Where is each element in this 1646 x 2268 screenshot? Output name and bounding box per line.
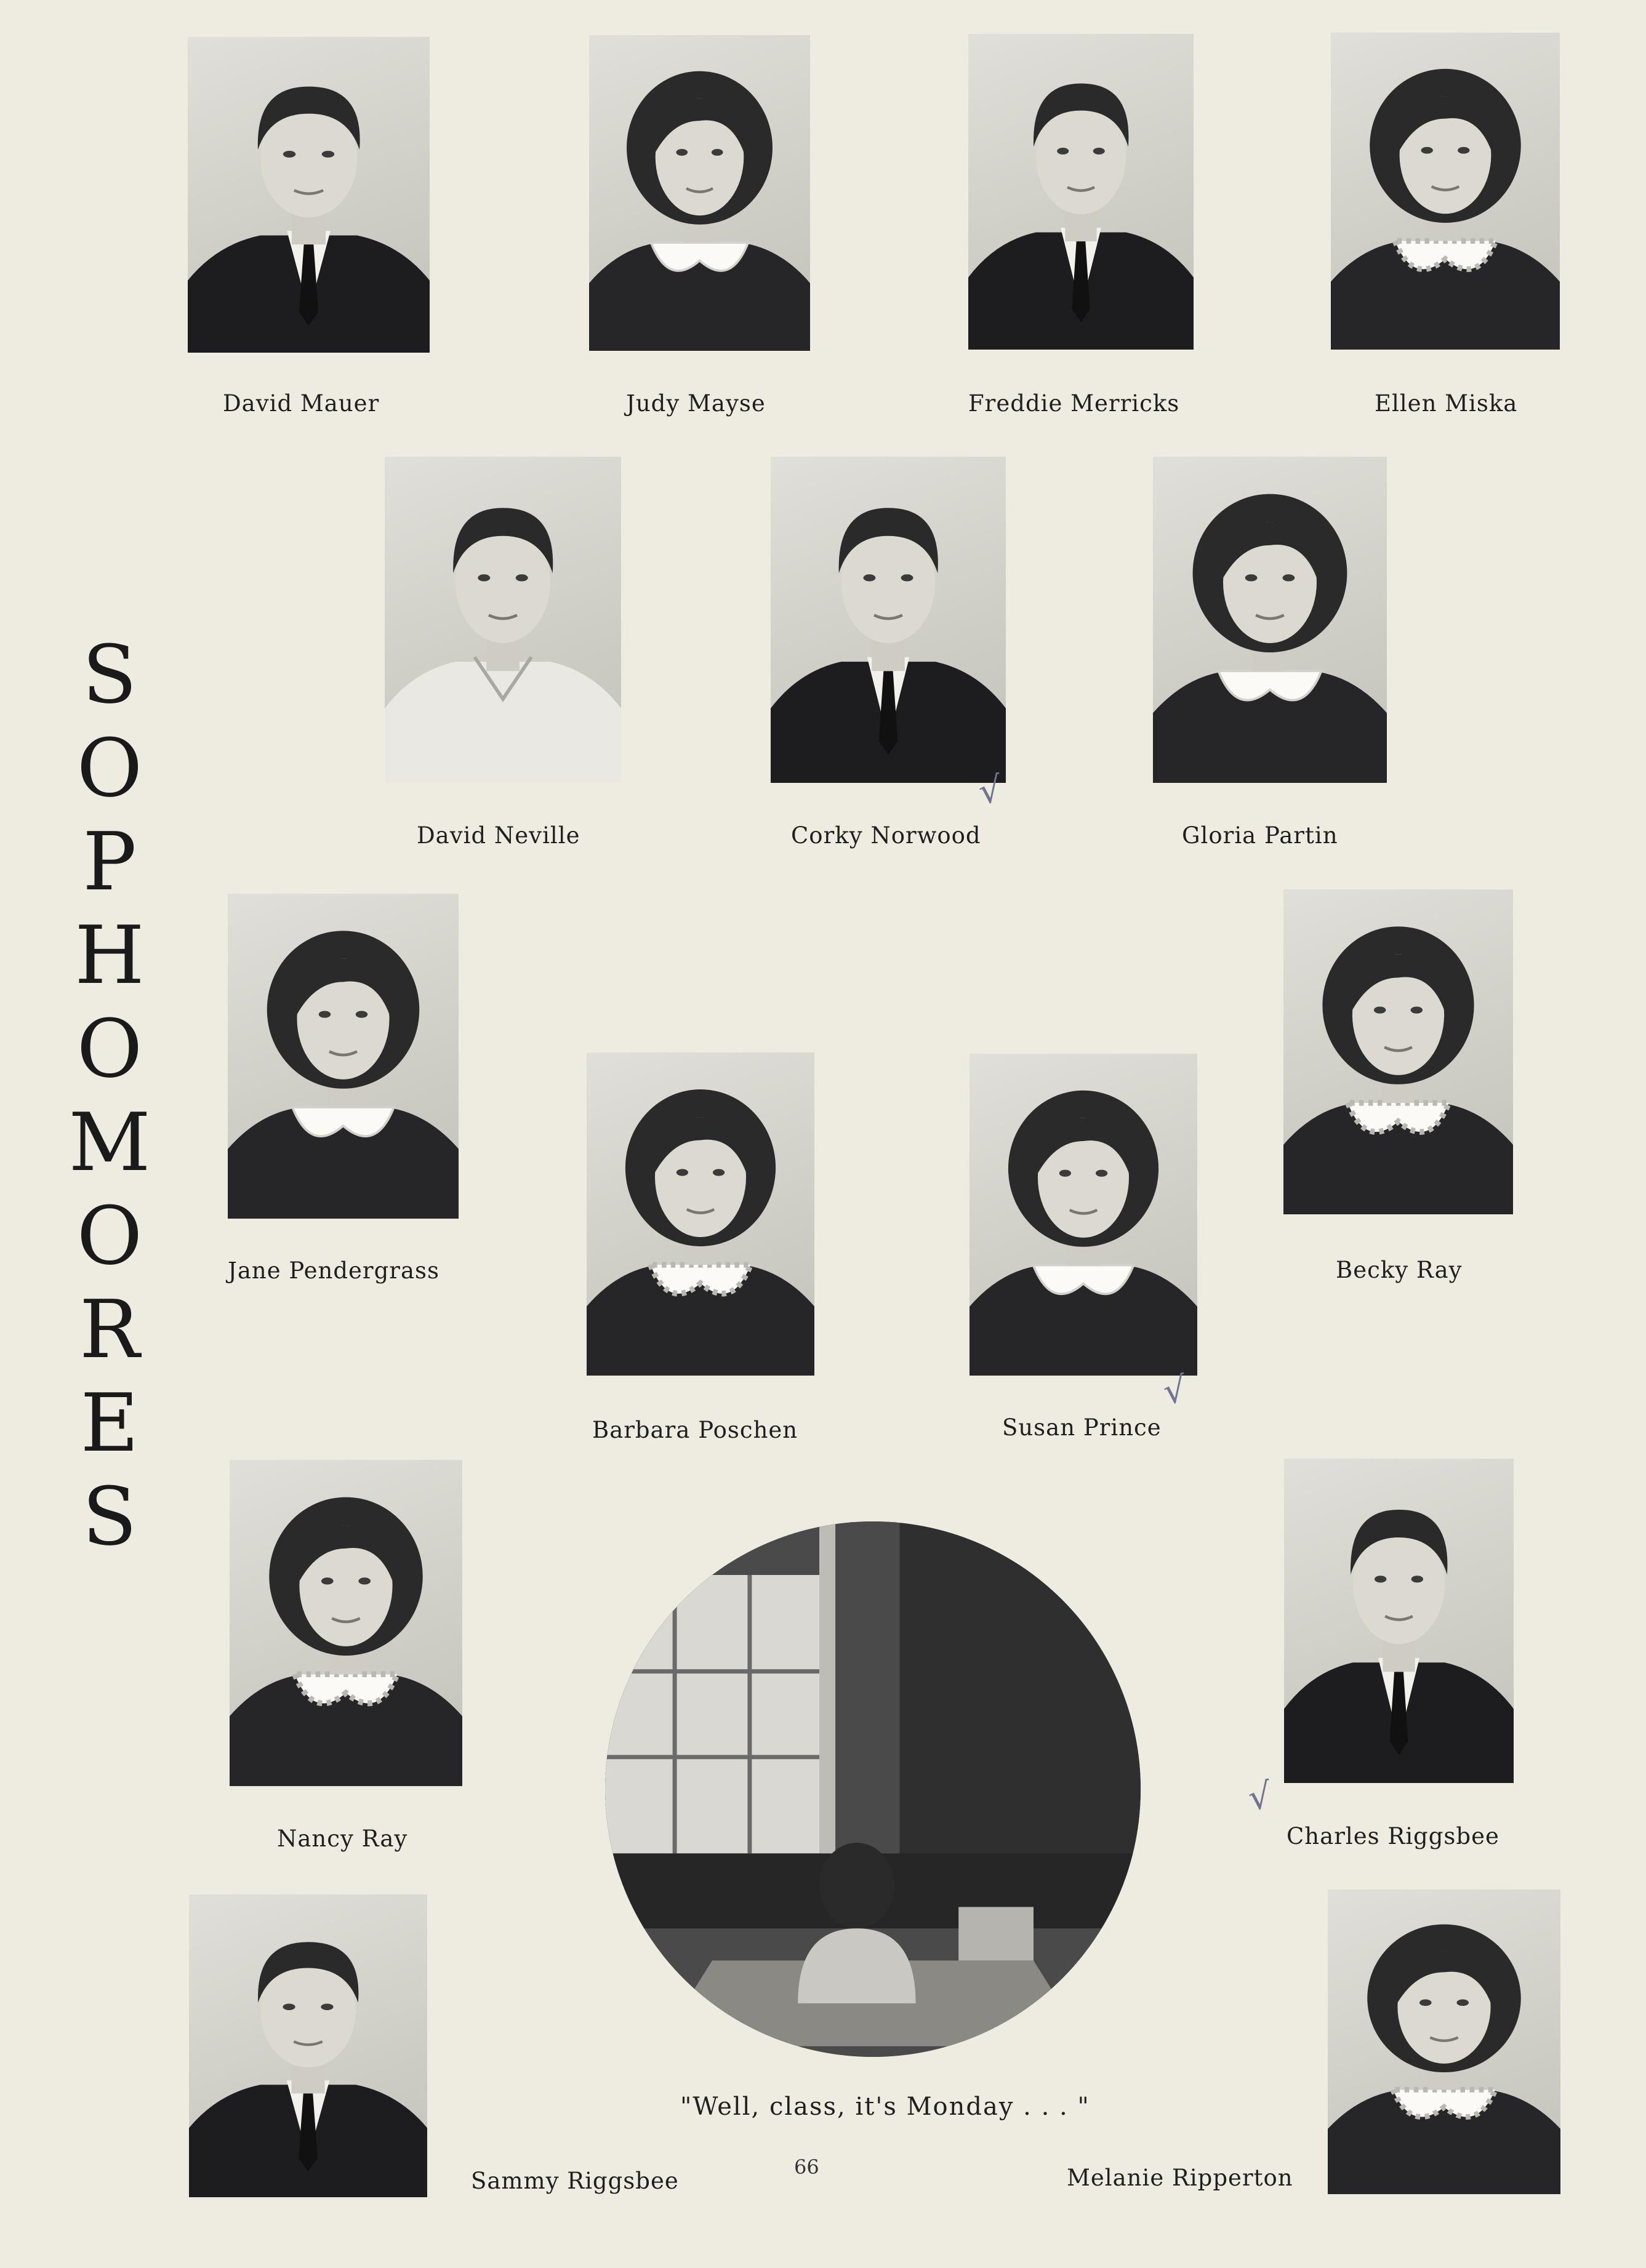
student-name: David Mauer — [223, 390, 380, 417]
student-portrait — [1328, 1889, 1560, 2194]
title-letter: O — [76, 1002, 143, 1096]
student-portrait — [970, 1054, 1197, 1376]
student-name: Susan Prince — [1002, 1414, 1162, 1441]
classroom-scene — [605, 1521, 1141, 2057]
portrait-photo — [1283, 889, 1513, 1214]
title-letter: E — [80, 1376, 139, 1470]
student-portrait — [968, 34, 1194, 350]
portrait-photo — [1284, 1459, 1514, 1783]
student-portrait — [1331, 33, 1560, 350]
student-name: David Neville — [417, 822, 580, 849]
portrait-photo — [188, 37, 430, 353]
title-letter: H — [74, 908, 145, 1002]
portrait-photo — [385, 457, 621, 783]
title-letter: O — [76, 1189, 143, 1283]
sophomores-vertical-title — [68, 628, 151, 1563]
student-portrait — [1153, 457, 1387, 783]
student-portrait — [228, 894, 459, 1219]
student-portrait — [189, 1894, 427, 2197]
portrait-photo — [230, 1460, 462, 1786]
portrait-photo — [1328, 1889, 1560, 2194]
student-name: Jane Pendergrass — [228, 1257, 440, 1284]
portrait-photo — [771, 457, 1006, 783]
portrait-photo — [1331, 33, 1560, 350]
student-portrait — [1284, 1459, 1514, 1783]
candid-classroom-photo — [605, 1521, 1141, 2057]
portrait-photo — [587, 1052, 814, 1376]
pen-checkmark: √ — [976, 767, 1005, 813]
title-letter: S — [82, 1470, 137, 1563]
student-name: Sammy Riggsbee — [471, 2168, 679, 2194]
student-portrait — [587, 1052, 814, 1376]
student-name: Barbara Poschen — [592, 1417, 798, 1443]
pen-checkmark: √ — [1245, 1774, 1274, 1819]
portrait-photo — [228, 894, 459, 1219]
portrait-photo — [968, 34, 1194, 350]
student-name: Freddie Merricks — [968, 390, 1180, 417]
student-name: Nancy Ray — [277, 1825, 408, 1852]
title-letter: P — [82, 815, 137, 908]
student-portrait — [771, 457, 1006, 783]
student-name: Melanie Ripperton — [1067, 2165, 1293, 2191]
title-letter: M — [68, 1096, 151, 1189]
title-letter: R — [79, 1283, 140, 1376]
student-name: Charles Riggsbee — [1287, 1823, 1499, 1849]
student-name: Judy Mayse — [626, 390, 766, 417]
portrait-photo — [1153, 457, 1387, 783]
student-portrait — [589, 35, 810, 351]
student-portrait — [230, 1460, 462, 1786]
portrait-photo — [189, 1894, 427, 2197]
student-name: Gloria Partin — [1182, 822, 1338, 849]
student-name: Becky Ray — [1336, 1257, 1463, 1283]
student-name: Corky Norwood — [791, 822, 981, 849]
photo-caption: "Well, class, it's Monday . . . " — [680, 2093, 1090, 2121]
student-portrait — [188, 37, 430, 353]
pen-checkmark: √ — [1160, 1368, 1189, 1413]
title-letter: S — [82, 628, 137, 721]
portrait-photo — [589, 35, 810, 351]
window — [605, 1575, 819, 1853]
portrait-photo — [970, 1054, 1197, 1376]
student-name: Ellen Miska — [1375, 390, 1518, 417]
student-portrait — [1283, 889, 1513, 1214]
student-portrait — [385, 457, 621, 783]
seated-teacher — [819, 1843, 894, 1928]
title-letter: O — [76, 721, 143, 815]
page-number: 66 — [794, 2155, 819, 2179]
